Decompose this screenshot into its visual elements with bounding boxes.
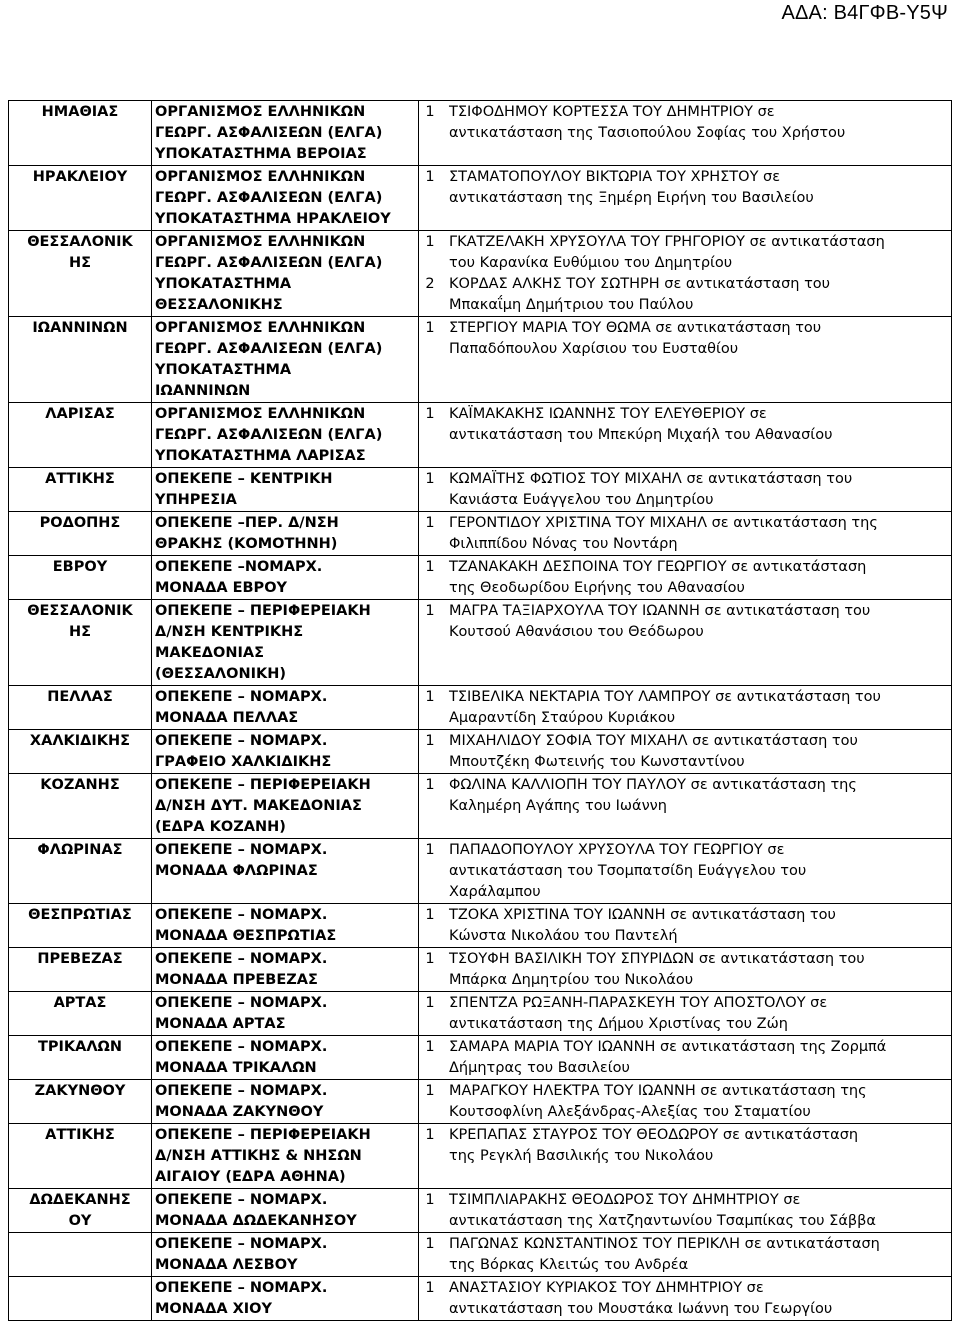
- appointments-table: [8, 100, 952, 1321]
- position-count: 1: [425, 603, 435, 619]
- table-row: [9, 904, 952, 948]
- appointee-entry: [419, 557, 948, 599]
- appointee-entry: [419, 513, 948, 555]
- appointee-entry: [419, 1190, 948, 1232]
- table-row: [9, 468, 952, 512]
- appointees-cell: [419, 101, 952, 166]
- appointees-cell: [419, 1036, 952, 1080]
- appointee-text: ΠΑΓΩΝΑΣ ΚΩΝΣΤΑΝΤΙΝΟΣ ΤΟΥ ΠΕΡΙΚΛΗ σε αντικατάσταση της Βόρκας Κλειτώς του Ανδρέα: [449, 1236, 880, 1273]
- appointee-text: ΓΚΑΤΖΕΛΑΚΗ ΧΡΥΣΟΥΛΑ ΤΟΥ ΓΡΗΓΟΡΙΟΥ σε αντικατάσταση του Καρανίκα Ευθύμιου του Δημητρίου: [449, 234, 885, 271]
- appointee-text: ΚΑΪΜΑΚΑΚΗΣ ΙΩΑΝΝΗΣ ΤΟΥ ΕΛΕΥΘΕΡΙΟΥ σε αντικατάσταση του Μπεκύρη Μιχαήλ του Αθανασίου: [449, 406, 833, 443]
- region-cell: ΘΕΣΠΡΩΤΙΑΣ: [9, 904, 152, 948]
- appointees-cell: [419, 1189, 952, 1233]
- organization-cell: ΟΠΕΚΕΠΕ –ΠΕΡ. Δ/ΝΣΗ ΘΡΑΚΗΣ (ΚΟΜΟΤΗΝΗ): [152, 512, 419, 556]
- appointees-cell: [419, 686, 952, 730]
- table-row: [9, 730, 952, 774]
- appointee-text: ΓΕΡΟΝΤΙΔΟΥ ΧΡΙΣΤΙΝΑ ΤΟΥ ΜΙΧΑΗΛ σε αντικατάσταση της Φιλιππίδου Νόνας του Νοντάρη: [449, 515, 878, 552]
- table-row: [9, 992, 952, 1036]
- position-count: 1: [425, 995, 435, 1011]
- appointee-text: ΤΖΑΝΑΚΑΚΗ ΔΕΣΠΟΙΝΑ ΤΟΥ ΓΕΩΡΓΙΟΥ σε αντικατάσταση της Θεοδωρίδου Ειρήνης του Αθανασίου: [449, 559, 867, 596]
- position-count: 1: [425, 842, 435, 858]
- organization-cell: ΟΠΕΚΕΠΕ – ΠΕΡΙΦΕΡΕΙΑΚΗ Δ/ΝΣΗ ΚΕΝΤΡΙΚΗΣ ΜΑΚΕΔΟΝΙΑΣ (ΘΕΣΣΑΛΟΝΙΚΗ): [152, 600, 419, 686]
- position-count: 1: [425, 1083, 435, 1099]
- organization-cell: ΟΠΕΚΕΠΕ – ΝΟΜΑΡΧ. ΜΟΝΑΔΑ ΑΡΤΑΣ: [152, 992, 419, 1036]
- appointee-entry: [419, 1081, 948, 1123]
- table-row: [9, 839, 952, 904]
- table-row: [9, 403, 952, 468]
- appointee-text: ΤΣΟΥΦΗ ΒΑΣΙΛΙΚΗ ΤΟΥ ΣΠΥΡΙΔΩΝ σε αντικατάσταση του Μπάρκα Δημητρίου του Νικολάου: [449, 951, 865, 988]
- position-count: 1: [425, 169, 435, 185]
- table-row: [9, 600, 952, 686]
- appointees-cell: [419, 904, 952, 948]
- appointee-entry: [419, 601, 948, 643]
- appointee-text: ΤΣΙΜΠΛΙΑΡΑΚΗΣ ΘΕΟΔΩΡΟΣ ΤΟΥ ΔΗΜΗΤΡΙΟΥ σε αντικατάσταση της Χατζηαντωνίου Τσαμπίκας του Σάββα: [449, 1192, 876, 1229]
- organization-cell: ΟΠΕΚΕΠΕ – ΠΕΡΙΦΕΡΕΙΑΚΗ Δ/ΝΣΗ ΑΤΤΙΚΗΣ & ΝΗΣΩΝ ΑΙΓΑΙΟΥ (ΕΔΡΑ ΑΘΗΝΑ): [152, 1124, 419, 1189]
- appointee-text: ΚΟΡΔΑΣ ΑΛΚΗΣ ΤΟΥ ΣΩΤΗΡΗ σε αντικατάσταση του Μπακαΐμη Δημήτριου του Παύλου: [449, 276, 831, 313]
- appointees-cell: [419, 774, 952, 839]
- region-cell: ΠΡΕΒΕΖΑΣ: [9, 948, 152, 992]
- position-count: 1: [425, 907, 435, 923]
- table-row: [9, 686, 952, 730]
- appointee-entry: [419, 232, 948, 274]
- appointee-text: ΑΝΑΣΤΑΣΙΟΥ ΚΥΡΙΑΚΟΣ ΤΟΥ ΔΗΜΗΤΡΙΟΥ σε αντικατάσταση του Μουστάκα Ιωάννη του Γεωργίου: [449, 1280, 833, 1317]
- region-cell: ΑΡΤΑΣ: [9, 992, 152, 1036]
- position-count: 1: [425, 951, 435, 967]
- appointee-text: ΣΤΑΜΑΤΟΠΟΥΛΟΥ ΒΙΚΤΩΡΙΑ ΤΟΥ ΧΡΗΣΤΟΥ σε αντικατάσταση της Ξημέρη Ειρήνη του Βασιλείου: [449, 169, 814, 206]
- table-row: [9, 1080, 952, 1124]
- appointee-entry: [419, 949, 948, 991]
- region-cell: ΛΑΡΙΣΑΣ: [9, 403, 152, 468]
- position-count: 1: [425, 777, 435, 793]
- position-count: 1: [425, 1127, 435, 1143]
- position-count: 1: [425, 406, 435, 422]
- appointees-cell: [419, 839, 952, 904]
- region-cell: ΕΒΡΟΥ: [9, 556, 152, 600]
- appointees-cell: [419, 166, 952, 231]
- position-count: 2: [425, 276, 435, 292]
- organization-cell: ΟΠΕΚΕΠΕ – ΝΟΜΑΡΧ. ΜΟΝΑΔΑ ΧΙΟΥ: [152, 1277, 419, 1321]
- appointees-cell: [419, 1233, 952, 1277]
- region-cell: ΑΤΤΙΚΗΣ: [9, 468, 152, 512]
- table-row: [9, 512, 952, 556]
- table-row: [9, 948, 952, 992]
- region-cell: ΑΤΤΙΚΗΣ: [9, 1124, 152, 1189]
- region-cell: ΠΕΛΛΑΣ: [9, 686, 152, 730]
- appointee-entry: [419, 687, 948, 729]
- appointees-cell: [419, 600, 952, 686]
- position-count: 1: [425, 1039, 435, 1055]
- region-cell: ΧΑΛΚΙΔΙΚΗΣ: [9, 730, 152, 774]
- position-count: 1: [425, 1280, 435, 1296]
- position-count: 1: [425, 733, 435, 749]
- appointees-cell: [419, 403, 952, 468]
- organization-cell: ΟΠΕΚΕΠΕ – ΠΕΡΙΦΕΡΕΙΑΚΗ Δ/ΝΣΗ ΔΥΤ. ΜΑΚΕΔΟΝΙΑΣ (ΕΔΡΑ ΚΟΖΑΝΗ): [152, 774, 419, 839]
- appointee-text: ΜΑΓΡΑ ΤΑΞΙΑΡΧΟΥΛΑ ΤΟΥ ΙΩΑΝΝΗ σε αντικατάσταση του Κουτσού Αθανάσιου του Θεόδωρου: [449, 603, 871, 640]
- appointees-cell: [419, 317, 952, 403]
- appointee-entry: [419, 1234, 948, 1276]
- appointee-text: ΣΤΕΡΓΙΟΥ ΜΑΡΙΑ ΤΟΥ ΘΩΜΑ σε αντικατάσταση του Παπαδόπουλου Χαρίσιου του Ευσταθίου: [449, 320, 822, 357]
- appointee-entry: [419, 731, 948, 773]
- appointee-text: ΜΑΡΑΓΚΟΥ ΗΛΕΚΤΡΑ ΤΟΥ ΙΩΑΝΝΗ σε αντικατάσταση της Κουτσοφλίνη Αλεξάνδρας-Αλεξίας του Σταματίου: [449, 1083, 867, 1120]
- appointee-entry: [419, 993, 948, 1035]
- organization-cell: ΟΡΓΑΝΙΣΜΟΣ ΕΛΛΗΝΙΚΩΝ ΓΕΩΡΓ. ΑΣΦΑΛΙΣΕΩΝ (ΕΛΓΑ) ΥΠΟΚΑΤΑΣΤΗΜΑ ΛΑΡΙΣΑΣ: [152, 403, 419, 468]
- region-cell: ΙΩΑΝΝΙΝΩΝ: [9, 317, 152, 403]
- region-cell: ΦΛΩΡΙΝΑΣ: [9, 839, 152, 904]
- organization-cell: ΟΠΕΚΕΠΕ – ΝΟΜΑΡΧ. ΜΟΝΑΔΑ ΦΛΩΡΙΝΑΣ: [152, 839, 419, 904]
- appointee-entry: [419, 905, 948, 947]
- table-row: [9, 556, 952, 600]
- appointees-cell: [419, 992, 952, 1036]
- region-cell: ΚΟΖΑΝΗΣ: [9, 774, 152, 839]
- position-count: 1: [425, 104, 435, 120]
- appointee-entry: [419, 167, 948, 209]
- table-row: [9, 1233, 952, 1277]
- appointee-entry: [419, 274, 948, 316]
- table-row: [9, 1189, 952, 1233]
- organization-cell: ΟΡΓΑΝΙΣΜΟΣ ΕΛΛΗΝΙΚΩΝ ΓΕΩΡΓ. ΑΣΦΑΛΙΣΕΩΝ (ΕΛΓΑ) ΥΠΟΚΑΤΑΣΤΗΜΑ ΗΡΑΚΛΕΙΟΥ: [152, 166, 419, 231]
- appointees-cell: [419, 730, 952, 774]
- appointee-text: ΤΣΙΒΕΛΙΚΑ ΝΕΚΤΑΡΙΑ ΤΟΥ ΛΑΜΠΡΟΥ σε αντικατάσταση του Αμαραντίδη Σταύρου Κυριάκου: [449, 689, 881, 726]
- appointee-entry: [419, 404, 948, 446]
- region-cell: [9, 1277, 152, 1321]
- appointees-cell: [419, 468, 952, 512]
- position-count: 1: [425, 515, 435, 531]
- region-cell: ΗΡΑΚΛΕΙΟΥ: [9, 166, 152, 231]
- organization-cell: ΟΠΕΚΕΠΕ – ΚΕΝΤΡΙΚΗ ΥΠΗΡΕΣΙΑ: [152, 468, 419, 512]
- appointees-cell: [419, 1080, 952, 1124]
- region-cell: ΡΟΔΟΠΗΣ: [9, 512, 152, 556]
- organization-cell: ΟΠΕΚΕΠΕ – ΝΟΜΑΡΧ. ΜΟΝΑΔΑ ΘΕΣΠΡΩΤΙΑΣ: [152, 904, 419, 948]
- appointee-text: ΚΡΕΠΑΠΑΣ ΣΤΑΥΡΟΣ ΤΟΥ ΘΕΟΔΩΡΟΥ σε αντικατάσταση της Ρεγκλή Βασιλικής του Νικολάου: [449, 1127, 859, 1164]
- organization-cell: ΟΠΕΚΕΠΕ – ΝΟΜΑΡΧ. ΜΟΝΑΔΑ ΖΑΚΥΝΘΟΥ: [152, 1080, 419, 1124]
- position-count: 1: [425, 689, 435, 705]
- appointee-entry: [419, 1125, 948, 1167]
- appointees-cell: [419, 556, 952, 600]
- table-row: [9, 317, 952, 403]
- organization-cell: ΟΠΕΚΕΠΕ – ΝΟΜΑΡΧ. ΜΟΝΑΔΑ ΤΡΙΚΑΛΩΝ: [152, 1036, 419, 1080]
- region-cell: ΔΩΔΕΚΑΝΗΣ ΟΥ: [9, 1189, 152, 1233]
- organization-cell: ΟΠΕΚΕΠΕ –ΝΟΜΑΡΧ. ΜΟΝΑΔΑ ΕΒΡΟΥ: [152, 556, 419, 600]
- region-cell: ΤΡΙΚΑΛΩΝ: [9, 1036, 152, 1080]
- appointee-entry: [419, 1278, 948, 1320]
- organization-cell: ΟΠΕΚΕΠΕ – ΝΟΜΑΡΧ. ΜΟΝΑΔΑ ΠΕΛΛΑΣ: [152, 686, 419, 730]
- organization-cell: ΟΡΓΑΝΙΣΜΟΣ ΕΛΛΗΝΙΚΩΝ ΓΕΩΡΓ. ΑΣΦΑΛΙΣΕΩΝ (ΕΛΓΑ) ΥΠΟΚΑΤΑΣΤΗΜΑ ΒΕΡΟΙΑΣ: [152, 101, 419, 166]
- appointee-entry: [419, 102, 948, 144]
- position-count: 1: [425, 1236, 435, 1252]
- table-row: [9, 774, 952, 839]
- appointee-entry: [419, 469, 948, 511]
- organization-cell: ΟΡΓΑΝΙΣΜΟΣ ΕΛΛΗΝΙΚΩΝ ΓΕΩΡΓ. ΑΣΦΑΛΙΣΕΩΝ (ΕΛΓΑ) ΥΠΟΚΑΤΑΣΤΗΜΑ ΘΕΣΣΑΛΟΝΙΚΗΣ: [152, 231, 419, 317]
- appointees-cell: [419, 231, 952, 317]
- appointee-text: ΦΩΛΙΝΑ ΚΑΛΛΙΟΠΗ ΤΟΥ ΠΑΥΛΟΥ σε αντικατάσταση της Καλημέρη Αγάπης του Ιωάννη: [449, 777, 857, 814]
- appointees-cell: [419, 1277, 952, 1321]
- appointee-text: ΣΑΜΑΡΑ ΜΑΡΙΑ ΤΟΥ ΙΩΑΝΝΗ σε αντικατάσταση της Ζορμπά Δήμητρας του Βασιλείου: [449, 1039, 887, 1076]
- organization-cell: ΟΠΕΚΕΠΕ – ΝΟΜΑΡΧ. ΓΡΑΦΕΙΟ ΧΑΛΚΙΔΙΚΗΣ: [152, 730, 419, 774]
- region-cell: ΗΜΑΘΙΑΣ: [9, 101, 152, 166]
- region-cell: ΘΕΣΣΑΛΟΝΙΚ ΗΣ: [9, 231, 152, 317]
- appointee-text: ΤΖΟΚΑ ΧΡΙΣΤΙΝΑ ΤΟΥ ΙΩΑΝΝΗ σε αντικατάσταση του Κώνστα Νικολάου του Παντελή: [449, 907, 836, 944]
- position-count: 1: [425, 320, 435, 336]
- organization-cell: ΟΠΕΚΕΠΕ – ΝΟΜΑΡΧ. ΜΟΝΑΔΑ ΠΡΕΒΕΖΑΣ: [152, 948, 419, 992]
- organization-cell: ΟΡΓΑΝΙΣΜΟΣ ΕΛΛΗΝΙΚΩΝ ΓΕΩΡΓ. ΑΣΦΑΛΙΣΕΩΝ (ΕΛΓΑ) ΥΠΟΚΑΤΑΣΤΗΜΑ ΙΩΑΝΝΙΝΩΝ: [152, 317, 419, 403]
- position-count: 1: [425, 1192, 435, 1208]
- position-count: 1: [425, 234, 435, 250]
- appointee-text: ΣΠΕΝΤΖΑ ΡΩΞΑΝΗ-ΠΑΡΑΣΚΕΥΗ ΤΟΥ ΑΠΟΣΤΟΛΟΥ σε αντικατάσταση της Δήμου Χριστίνας του Ζώη: [449, 995, 828, 1032]
- appointee-entry: [419, 1037, 948, 1079]
- appointees-cell: [419, 948, 952, 992]
- table-row: [9, 101, 952, 166]
- appointee-text: ΜΙΧΑΗΛΙΔΟΥ ΣΟΦΙΑ ΤΟΥ ΜΙΧΑΗΛ σε αντικατάσταση του Μπουτζέκη Φωτεινής του Κωνσταντίνου: [449, 733, 858, 770]
- region-cell: ΖΑΚΥΝΘΟΥ: [9, 1080, 152, 1124]
- position-count: 1: [425, 559, 435, 575]
- appointee-text: ΠΑΠΑΔΟΠΟΥΛΟΥ ΧΡΥΣΟΥΛΑ ΤΟΥ ΓΕΩΡΓΙΟΥ σε αντικατάσταση του Τσομπατσίδη Ευάγγελου του Χαράλαμπου: [449, 842, 807, 900]
- position-count: 1: [425, 471, 435, 487]
- table-row: [9, 231, 952, 317]
- appointee-entry: [419, 840, 948, 903]
- appointee-entry: [419, 775, 948, 817]
- ada-identifier: ΑΔΑ: Β4ΓΦΒ-Υ5Ψ: [781, 2, 948, 24]
- table-row: [9, 1124, 952, 1189]
- table-row: [9, 1277, 952, 1321]
- table-row: [9, 166, 952, 231]
- organization-cell: ΟΠΕΚΕΠΕ – ΝΟΜΑΡΧ. ΜΟΝΑΔΑ ΛΕΣΒΟΥ: [152, 1233, 419, 1277]
- appointee-text: ΚΩΜΑΪΤΗΣ ΦΩΤΙΟΣ ΤΟΥ ΜΙΧΑΗΛ σε αντικατάσταση του Κανιάστα Ευάγγελου του Δημητρίου: [449, 471, 853, 508]
- appointees-cell: [419, 1124, 952, 1189]
- organization-cell: ΟΠΕΚΕΠΕ – ΝΟΜΑΡΧ. ΜΟΝΑΔΑ ΔΩΔΕΚΑΝΗΣΟΥ: [152, 1189, 419, 1233]
- region-cell: [9, 1233, 152, 1277]
- appointees-cell: [419, 512, 952, 556]
- table-body: [9, 101, 952, 1321]
- region-cell: ΘΕΣΣΑΛΟΝΙΚ ΗΣ: [9, 600, 152, 686]
- appointee-text: ΤΣΙΦΟΔΗΜΟΥ ΚΟΡΤΕΣΣΑ ΤΟΥ ΔΗΜΗΤΡΙΟΥ σε αντικατάσταση της Τασιοπούλου Σοφίας του Χρήστου: [449, 104, 846, 141]
- appointee-entry: [419, 318, 948, 360]
- table-row: [9, 1036, 952, 1080]
